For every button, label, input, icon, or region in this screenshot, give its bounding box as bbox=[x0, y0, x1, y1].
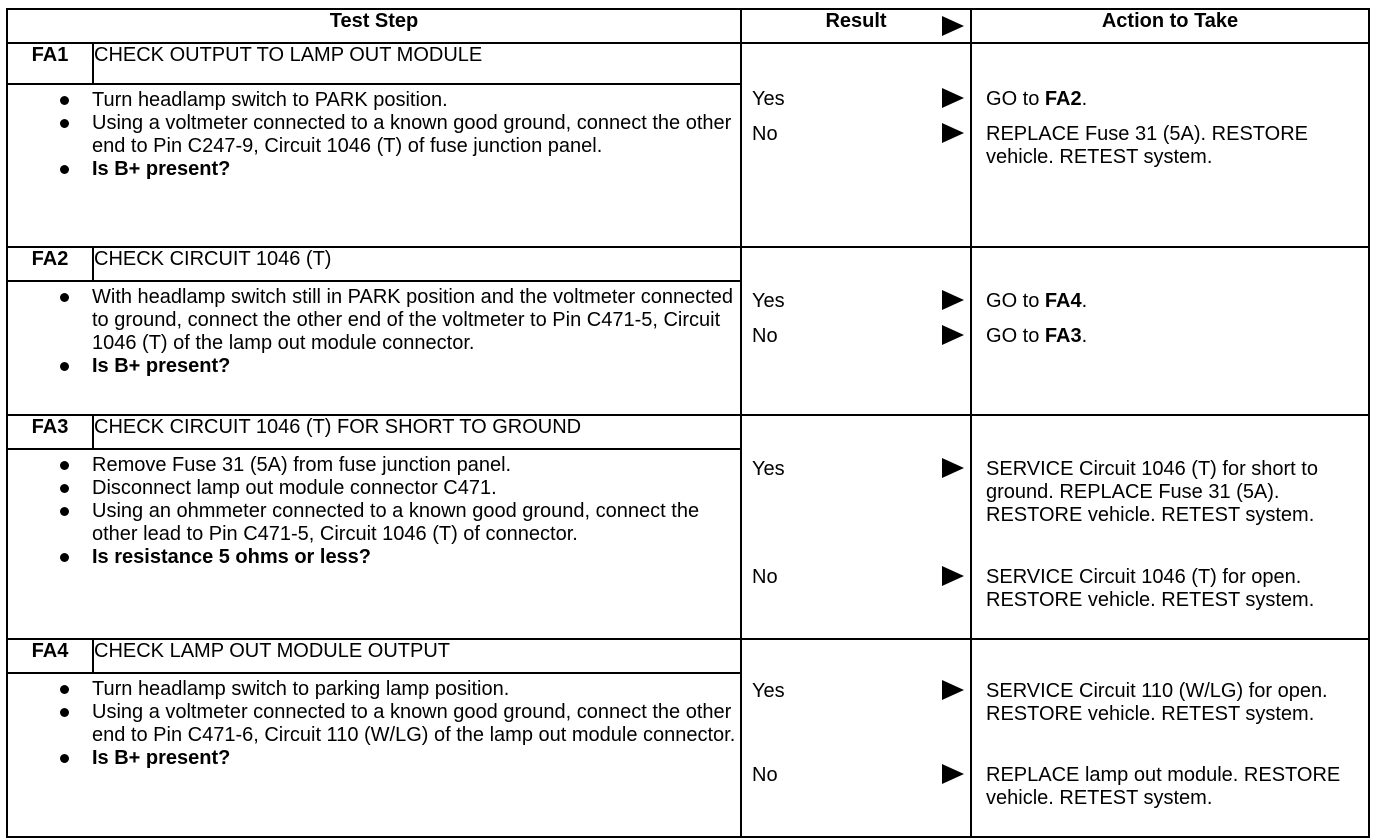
test-code: FA3 bbox=[7, 415, 93, 449]
action-no bbox=[986, 325, 1364, 348]
step-item: Using an ohmmeter connected to a known good ground, connect the other lead to Pin C471-5, Circuit 1046 (T) of connector. bbox=[56, 500, 740, 546]
result-cell bbox=[741, 639, 971, 837]
action-ref: FA4 bbox=[1044, 290, 1082, 312]
action-text: REPLACE lamp out module. RESTORE vehicle. RETEST system. bbox=[986, 764, 1341, 809]
arrow-right-icon bbox=[942, 458, 964, 478]
result-label: No bbox=[752, 325, 778, 347]
action-suffix: . bbox=[1081, 290, 1088, 312]
step-item: Remove Fuse 31 (5A) from fuse junction panel. bbox=[56, 454, 740, 477]
step-question: Is resistance 5 ohms or less? bbox=[56, 546, 740, 569]
action-cell bbox=[971, 43, 1369, 247]
test-title-row bbox=[7, 415, 1369, 449]
test-title-row bbox=[7, 639, 1369, 673]
result-label: Yes bbox=[752, 290, 785, 312]
header-test-step: Test Step bbox=[7, 9, 741, 43]
test-title: CHECK LAMP OUT MODULE OUTPUT bbox=[93, 639, 741, 673]
action-yes bbox=[986, 680, 1364, 726]
test-title: CHECK CIRCUIT 1046 (T) bbox=[93, 247, 741, 281]
step-list bbox=[8, 674, 740, 772]
step-item: With headlamp switch still in PARK position and the voltmeter connected to ground, connect the other end of the voltmeter to Pin C471-5, Circuit 1046 (T) of the lamp out module connector. bbox=[56, 286, 740, 355]
action-yes bbox=[986, 290, 1364, 313]
step-list bbox=[8, 85, 740, 183]
test-code: FA4 bbox=[7, 639, 93, 673]
step-item: Turn headlamp switch to PARK position. bbox=[56, 89, 740, 112]
test-title-row bbox=[7, 43, 1369, 84]
step-question: Is B+ present? bbox=[56, 747, 740, 770]
step-item: Disconnect lamp out module connector C471. bbox=[56, 477, 740, 500]
action-yes bbox=[986, 458, 1364, 527]
arrow-right-icon bbox=[942, 566, 964, 586]
result-label: Yes bbox=[752, 458, 785, 480]
test-steps bbox=[7, 673, 741, 837]
step-question: Is B+ present? bbox=[56, 158, 740, 181]
test-steps bbox=[7, 281, 741, 415]
action-text: GO to bbox=[986, 290, 1045, 312]
action-text: REPLACE Fuse 31 (5A). RESTORE vehicle. RETEST system. bbox=[986, 123, 1308, 168]
step-question: Is B+ present? bbox=[56, 355, 740, 378]
header-result bbox=[741, 9, 971, 43]
action-cell bbox=[971, 639, 1369, 837]
result-cell bbox=[741, 43, 971, 247]
test-title: CHECK OUTPUT TO LAMP OUT MODULE bbox=[93, 43, 741, 84]
action-text: SERVICE Circuit 110 (W/LG) for open. RESTORE vehicle. RETEST system. bbox=[986, 680, 1328, 725]
action-ref: FA2 bbox=[1044, 88, 1082, 110]
result-label: No bbox=[752, 566, 778, 588]
action-cell bbox=[971, 247, 1369, 415]
test-code: FA1 bbox=[7, 43, 93, 84]
arrow-right-icon bbox=[942, 290, 964, 310]
action-suffix: . bbox=[1081, 325, 1088, 347]
action-yes bbox=[986, 88, 1364, 111]
test-steps bbox=[7, 449, 741, 639]
header-row bbox=[7, 9, 1369, 43]
arrow-right-icon bbox=[942, 16, 964, 36]
arrow-right-icon bbox=[942, 88, 964, 108]
action-no bbox=[986, 566, 1364, 612]
step-item: Using a voltmeter connected to a known good ground, connect the other end to Pin C247-9, Circuit 1046 (T) of fuse junction panel. bbox=[56, 112, 740, 158]
step-item: Turn headlamp switch to parking lamp position. bbox=[56, 678, 740, 701]
result-label: No bbox=[752, 764, 778, 786]
action-no bbox=[986, 123, 1364, 169]
result-label: Yes bbox=[752, 680, 785, 702]
step-item: Using a voltmeter connected to a known good ground, connect the other end to Pin C471-6, Circuit 110 (W/LG) of the lamp out module connector. bbox=[56, 701, 740, 747]
result-label: Yes bbox=[752, 88, 785, 110]
arrow-right-icon bbox=[942, 325, 964, 345]
step-list bbox=[8, 450, 740, 571]
action-text: SERVICE Circuit 1046 (T) for open. RESTORE vehicle. RETEST system. bbox=[986, 566, 1315, 611]
action-suffix: . bbox=[1081, 88, 1088, 110]
arrow-right-icon bbox=[942, 764, 964, 784]
result-cell bbox=[741, 247, 971, 415]
header-action: Action to Take bbox=[971, 9, 1369, 43]
test-code: FA2 bbox=[7, 247, 93, 281]
arrow-right-icon bbox=[942, 680, 964, 700]
action-cell bbox=[971, 415, 1369, 639]
action-text: GO to bbox=[986, 325, 1045, 347]
result-cell bbox=[741, 415, 971, 639]
diagnostic-table bbox=[6, 8, 1370, 838]
action-no bbox=[986, 764, 1364, 810]
test-title-row bbox=[7, 247, 1369, 281]
result-label: No bbox=[752, 123, 778, 145]
test-title: CHECK CIRCUIT 1046 (T) FOR SHORT TO GROUND bbox=[93, 415, 741, 449]
action-text: SERVICE Circuit 1046 (T) for short to ground. REPLACE Fuse 31 (5A). RESTORE vehicle. RETEST system. bbox=[986, 458, 1318, 526]
arrow-right-icon bbox=[942, 123, 964, 143]
action-text: GO to bbox=[986, 88, 1045, 110]
header-result-label: Result bbox=[825, 10, 887, 32]
action-ref: FA3 bbox=[1044, 325, 1082, 347]
step-list bbox=[8, 282, 740, 380]
test-steps bbox=[7, 84, 741, 247]
